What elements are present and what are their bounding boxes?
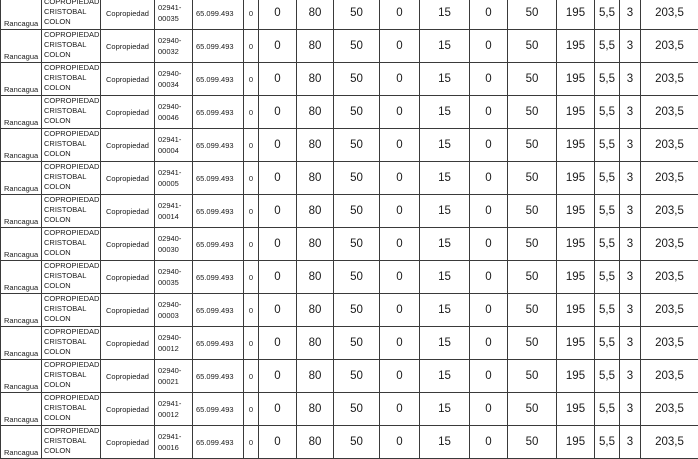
value-cell: 0 bbox=[470, 360, 508, 393]
value-cell: 0 bbox=[380, 30, 420, 63]
owner-cell: COPROPIEDAD CRISTOBAL COLON bbox=[42, 129, 101, 162]
type-cell: Copropiedad bbox=[101, 129, 155, 162]
comuna-cell: Rancagua bbox=[1, 228, 42, 261]
value-cell: 3 bbox=[620, 360, 641, 393]
value-cell: 0 bbox=[380, 0, 420, 30]
value-cell: 3 bbox=[620, 294, 641, 327]
value-cell: 0 bbox=[470, 228, 508, 261]
total-cell: 203,5 bbox=[641, 30, 698, 63]
value-cell: 3 bbox=[620, 195, 641, 228]
value-cell: 195 bbox=[557, 0, 595, 30]
value-cell: 0 bbox=[259, 426, 297, 459]
value-cell: 15 bbox=[420, 162, 470, 195]
type-cell: Copropiedad bbox=[101, 96, 155, 129]
total-cell: 203,5 bbox=[641, 327, 698, 360]
owner-cell: COPROPIEDAD CRISTOBAL COLON bbox=[42, 426, 101, 459]
value-cell: 0 bbox=[380, 393, 420, 426]
value-cell: 50 bbox=[334, 96, 380, 129]
table-row bbox=[1, 96, 698, 129]
comuna-cell: Rancagua bbox=[1, 393, 42, 426]
value-cell: 80 bbox=[297, 195, 334, 228]
value-cell: 0 bbox=[259, 96, 297, 129]
value-cell: 0 bbox=[470, 30, 508, 63]
value-cell: 195 bbox=[557, 96, 595, 129]
value-cell: 50 bbox=[334, 393, 380, 426]
owner-cell: COPROPIEDAD CRISTOBAL COLON bbox=[42, 162, 101, 195]
value-cell: 50 bbox=[508, 129, 557, 162]
owner-cell: COPROPIEDAD CRISTOBAL COLON bbox=[42, 96, 101, 129]
rol-cell: 02940-00034 bbox=[155, 63, 193, 96]
value-cell: 0 bbox=[470, 327, 508, 360]
value-cell: 50 bbox=[334, 129, 380, 162]
value-cell: 50 bbox=[508, 360, 557, 393]
rut-cell: 65.099.493 bbox=[193, 30, 244, 63]
rut-cell: 65.099.493 bbox=[193, 195, 244, 228]
comuna-cell: Rancagua bbox=[1, 129, 42, 162]
value-cell: 0 bbox=[244, 96, 259, 129]
value-cell: 50 bbox=[334, 162, 380, 195]
value-cell: 0 bbox=[244, 195, 259, 228]
value-cell: 15 bbox=[420, 63, 470, 96]
owner-cell: COPROPIEDAD CRISTOBAL COLON bbox=[42, 360, 101, 393]
value-cell: 80 bbox=[297, 0, 334, 30]
value-cell: 15 bbox=[420, 393, 470, 426]
value-cell: 15 bbox=[420, 228, 470, 261]
value-cell: 195 bbox=[557, 129, 595, 162]
value-cell: 0 bbox=[470, 129, 508, 162]
value-cell: 50 bbox=[508, 63, 557, 96]
value-cell: 5,5 bbox=[595, 261, 620, 294]
value-cell: 0 bbox=[244, 162, 259, 195]
value-cell: 0 bbox=[244, 30, 259, 63]
value-cell: 0 bbox=[244, 261, 259, 294]
value-cell: 0 bbox=[470, 162, 508, 195]
value-cell: 5,5 bbox=[595, 129, 620, 162]
value-cell: 5,5 bbox=[595, 426, 620, 459]
value-cell: 0 bbox=[380, 96, 420, 129]
table-row bbox=[1, 162, 698, 195]
total-cell: 203,5 bbox=[641, 195, 698, 228]
value-cell: 0 bbox=[380, 228, 420, 261]
value-cell: 50 bbox=[508, 162, 557, 195]
value-cell: 50 bbox=[334, 0, 380, 30]
value-cell: 3 bbox=[620, 129, 641, 162]
value-cell: 5,5 bbox=[595, 360, 620, 393]
value-cell: 80 bbox=[297, 129, 334, 162]
table-body bbox=[1, 0, 698, 459]
type-cell: Copropiedad bbox=[101, 327, 155, 360]
value-cell: 80 bbox=[297, 30, 334, 63]
rut-cell: 65.099.493 bbox=[193, 162, 244, 195]
table-row bbox=[1, 426, 698, 459]
value-cell: 0 bbox=[244, 327, 259, 360]
value-cell: 15 bbox=[420, 30, 470, 63]
value-cell: 50 bbox=[334, 228, 380, 261]
rut-cell: 65.099.493 bbox=[193, 360, 244, 393]
table-row bbox=[1, 294, 698, 327]
type-cell: Copropiedad bbox=[101, 426, 155, 459]
owner-cell: COPROPIEDAD CRISTOBAL COLON bbox=[42, 0, 101, 30]
value-cell: 50 bbox=[334, 360, 380, 393]
rut-cell: 65.099.493 bbox=[193, 63, 244, 96]
type-cell: Copropiedad bbox=[101, 228, 155, 261]
value-cell: 0 bbox=[470, 393, 508, 426]
value-cell: 0 bbox=[380, 162, 420, 195]
rut-cell: 65.099.493 bbox=[193, 261, 244, 294]
table-row bbox=[1, 129, 698, 162]
owner-cell: COPROPIEDAD CRISTOBAL COLON bbox=[42, 30, 101, 63]
value-cell: 0 bbox=[380, 360, 420, 393]
rol-cell: 02940-00030 bbox=[155, 228, 193, 261]
value-cell: 0 bbox=[470, 261, 508, 294]
value-cell: 195 bbox=[557, 327, 595, 360]
owner-cell: COPROPIEDAD CRISTOBAL COLON bbox=[42, 261, 101, 294]
value-cell: 3 bbox=[620, 96, 641, 129]
value-cell: 0 bbox=[380, 63, 420, 96]
value-cell: 5,5 bbox=[595, 327, 620, 360]
value-cell: 0 bbox=[259, 261, 297, 294]
value-cell: 15 bbox=[420, 0, 470, 30]
value-cell: 15 bbox=[420, 360, 470, 393]
value-cell: 15 bbox=[420, 294, 470, 327]
value-cell: 5,5 bbox=[595, 393, 620, 426]
value-cell: 0 bbox=[244, 129, 259, 162]
value-cell: 50 bbox=[334, 327, 380, 360]
rut-cell: 65.099.493 bbox=[193, 0, 244, 30]
value-cell: 50 bbox=[334, 63, 380, 96]
value-cell: 0 bbox=[244, 0, 259, 30]
value-cell: 15 bbox=[420, 426, 470, 459]
value-cell: 0 bbox=[380, 426, 420, 459]
value-cell: 80 bbox=[297, 393, 334, 426]
total-cell: 203,5 bbox=[641, 63, 698, 96]
comuna-cell: Rancagua bbox=[1, 30, 42, 63]
comuna-cell: Rancagua bbox=[1, 360, 42, 393]
rol-cell: 02940-00035 bbox=[155, 261, 193, 294]
value-cell: 0 bbox=[380, 294, 420, 327]
value-cell: 0 bbox=[244, 294, 259, 327]
total-cell: 203,5 bbox=[641, 360, 698, 393]
rol-cell: 02940-00003 bbox=[155, 294, 193, 327]
rol-cell: 02941-00035 bbox=[155, 0, 193, 30]
table-row bbox=[1, 360, 698, 393]
rol-cell: 02941-00014 bbox=[155, 195, 193, 228]
value-cell: 80 bbox=[297, 261, 334, 294]
value-cell: 80 bbox=[297, 327, 334, 360]
table-row bbox=[1, 195, 698, 228]
value-cell: 0 bbox=[244, 63, 259, 96]
value-cell: 195 bbox=[557, 195, 595, 228]
type-cell: Copropiedad bbox=[101, 0, 155, 30]
value-cell: 0 bbox=[259, 228, 297, 261]
value-cell: 0 bbox=[470, 63, 508, 96]
value-cell: 0 bbox=[380, 195, 420, 228]
value-cell: 0 bbox=[259, 0, 297, 30]
value-cell: 0 bbox=[470, 294, 508, 327]
value-cell: 3 bbox=[620, 30, 641, 63]
value-cell: 195 bbox=[557, 63, 595, 96]
rut-cell: 65.099.493 bbox=[193, 228, 244, 261]
comuna-cell: Rancagua bbox=[1, 294, 42, 327]
value-cell: 80 bbox=[297, 96, 334, 129]
total-cell: 203,5 bbox=[641, 393, 698, 426]
value-cell: 50 bbox=[334, 30, 380, 63]
value-cell: 5,5 bbox=[595, 63, 620, 96]
value-cell: 50 bbox=[508, 393, 557, 426]
value-cell: 15 bbox=[420, 195, 470, 228]
value-cell: 80 bbox=[297, 228, 334, 261]
value-cell: 0 bbox=[259, 63, 297, 96]
value-cell: 5,5 bbox=[595, 30, 620, 63]
value-cell: 50 bbox=[508, 30, 557, 63]
comuna-cell: Rancagua bbox=[1, 261, 42, 294]
rol-cell: 02940-00046 bbox=[155, 96, 193, 129]
value-cell: 3 bbox=[620, 162, 641, 195]
type-cell: Copropiedad bbox=[101, 294, 155, 327]
value-cell: 0 bbox=[259, 393, 297, 426]
value-cell: 0 bbox=[259, 195, 297, 228]
rol-cell: 02941-00012 bbox=[155, 393, 193, 426]
value-cell: 50 bbox=[334, 294, 380, 327]
type-cell: Copropiedad bbox=[101, 162, 155, 195]
value-cell: 0 bbox=[259, 360, 297, 393]
type-cell: Copropiedad bbox=[101, 393, 155, 426]
value-cell: 195 bbox=[557, 261, 595, 294]
value-cell: 195 bbox=[557, 360, 595, 393]
total-cell: 203,5 bbox=[641, 0, 698, 30]
value-cell: 50 bbox=[334, 195, 380, 228]
rol-cell: 02941-00016 bbox=[155, 426, 193, 459]
value-cell: 0 bbox=[244, 360, 259, 393]
value-cell: 3 bbox=[620, 261, 641, 294]
value-cell: 3 bbox=[620, 63, 641, 96]
owner-cell: COPROPIEDAD CRISTOBAL COLON bbox=[42, 294, 101, 327]
rut-cell: 65.099.493 bbox=[193, 393, 244, 426]
rut-cell: 65.099.493 bbox=[193, 294, 244, 327]
value-cell: 50 bbox=[508, 0, 557, 30]
rut-cell: 65.099.493 bbox=[193, 327, 244, 360]
value-cell: 3 bbox=[620, 228, 641, 261]
rut-cell: 65.099.493 bbox=[193, 96, 244, 129]
value-cell: 0 bbox=[259, 129, 297, 162]
comuna-cell: Rancagua bbox=[1, 0, 42, 30]
value-cell: 15 bbox=[420, 261, 470, 294]
type-cell: Copropiedad bbox=[101, 30, 155, 63]
rol-cell: 02940-00021 bbox=[155, 360, 193, 393]
value-cell: 0 bbox=[244, 393, 259, 426]
value-cell: 0 bbox=[259, 327, 297, 360]
value-cell: 195 bbox=[557, 30, 595, 63]
value-cell: 50 bbox=[334, 426, 380, 459]
rut-cell: 65.099.493 bbox=[193, 129, 244, 162]
comuna-cell: Rancagua bbox=[1, 63, 42, 96]
table-row bbox=[1, 393, 698, 426]
value-cell: 3 bbox=[620, 426, 641, 459]
value-cell: 0 bbox=[259, 30, 297, 63]
value-cell: 5,5 bbox=[595, 195, 620, 228]
value-cell: 50 bbox=[508, 294, 557, 327]
value-cell: 15 bbox=[420, 129, 470, 162]
value-cell: 3 bbox=[620, 327, 641, 360]
rol-cell: 02941-00004 bbox=[155, 129, 193, 162]
value-cell: 5,5 bbox=[595, 0, 620, 30]
total-cell: 203,5 bbox=[641, 96, 698, 129]
value-cell: 50 bbox=[508, 228, 557, 261]
total-cell: 203,5 bbox=[641, 228, 698, 261]
value-cell: 195 bbox=[557, 162, 595, 195]
total-cell: 203,5 bbox=[641, 294, 698, 327]
type-cell: Copropiedad bbox=[101, 63, 155, 96]
value-cell: 5,5 bbox=[595, 162, 620, 195]
comuna-cell: Rancagua bbox=[1, 162, 42, 195]
value-cell: 0 bbox=[259, 294, 297, 327]
owner-cell: COPROPIEDAD CRISTOBAL COLON bbox=[42, 393, 101, 426]
value-cell: 195 bbox=[557, 294, 595, 327]
value-cell: 50 bbox=[508, 327, 557, 360]
value-cell: 50 bbox=[508, 96, 557, 129]
value-cell: 50 bbox=[508, 195, 557, 228]
total-cell: 203,5 bbox=[641, 129, 698, 162]
total-cell: 203,5 bbox=[641, 261, 698, 294]
value-cell: 80 bbox=[297, 63, 334, 96]
comuna-cell: Rancagua bbox=[1, 195, 42, 228]
owner-cell: COPROPIEDAD CRISTOBAL COLON bbox=[42, 195, 101, 228]
total-cell: 203,5 bbox=[641, 426, 698, 459]
value-cell: 0 bbox=[380, 129, 420, 162]
value-cell: 195 bbox=[557, 426, 595, 459]
value-cell: 0 bbox=[470, 195, 508, 228]
rut-cell: 65.099.493 bbox=[193, 426, 244, 459]
rol-cell: 02941-00005 bbox=[155, 162, 193, 195]
value-cell: 0 bbox=[470, 426, 508, 459]
owner-cell: COPROPIEDAD CRISTOBAL COLON bbox=[42, 228, 101, 261]
owner-cell: COPROPIEDAD CRISTOBAL COLON bbox=[42, 327, 101, 360]
table-row bbox=[1, 63, 698, 96]
value-cell: 0 bbox=[470, 96, 508, 129]
value-cell: 50 bbox=[508, 261, 557, 294]
value-cell: 0 bbox=[380, 327, 420, 360]
comuna-cell: Rancagua bbox=[1, 327, 42, 360]
value-cell: 195 bbox=[557, 393, 595, 426]
value-cell: 0 bbox=[244, 228, 259, 261]
value-cell: 3 bbox=[620, 393, 641, 426]
value-cell: 15 bbox=[420, 96, 470, 129]
table-row bbox=[1, 0, 698, 30]
value-cell: 5,5 bbox=[595, 228, 620, 261]
rol-cell: 02940-00032 bbox=[155, 30, 193, 63]
value-cell: 15 bbox=[420, 327, 470, 360]
table-row bbox=[1, 261, 698, 294]
value-cell: 50 bbox=[508, 426, 557, 459]
comuna-cell: Rancagua bbox=[1, 426, 42, 459]
value-cell: 0 bbox=[244, 426, 259, 459]
owner-cell: COPROPIEDAD CRISTOBAL COLON bbox=[42, 63, 101, 96]
rol-cell: 02940-00012 bbox=[155, 327, 193, 360]
value-cell: 80 bbox=[297, 360, 334, 393]
total-cell: 203,5 bbox=[641, 162, 698, 195]
value-cell: 195 bbox=[557, 228, 595, 261]
comuna-cell: Rancagua bbox=[1, 96, 42, 129]
value-cell: 3 bbox=[620, 0, 641, 30]
value-cell: 0 bbox=[380, 261, 420, 294]
type-cell: Copropiedad bbox=[101, 261, 155, 294]
table-row bbox=[1, 30, 698, 63]
type-cell: Copropiedad bbox=[101, 360, 155, 393]
value-cell: 80 bbox=[297, 294, 334, 327]
table-row bbox=[1, 228, 698, 261]
value-cell: 0 bbox=[470, 0, 508, 30]
value-cell: 50 bbox=[334, 261, 380, 294]
type-cell: Copropiedad bbox=[101, 195, 155, 228]
value-cell: 80 bbox=[297, 162, 334, 195]
table-row bbox=[1, 327, 698, 360]
value-cell: 80 bbox=[297, 426, 334, 459]
value-cell: 5,5 bbox=[595, 294, 620, 327]
value-cell: 5,5 bbox=[595, 96, 620, 129]
value-cell: 0 bbox=[259, 162, 297, 195]
